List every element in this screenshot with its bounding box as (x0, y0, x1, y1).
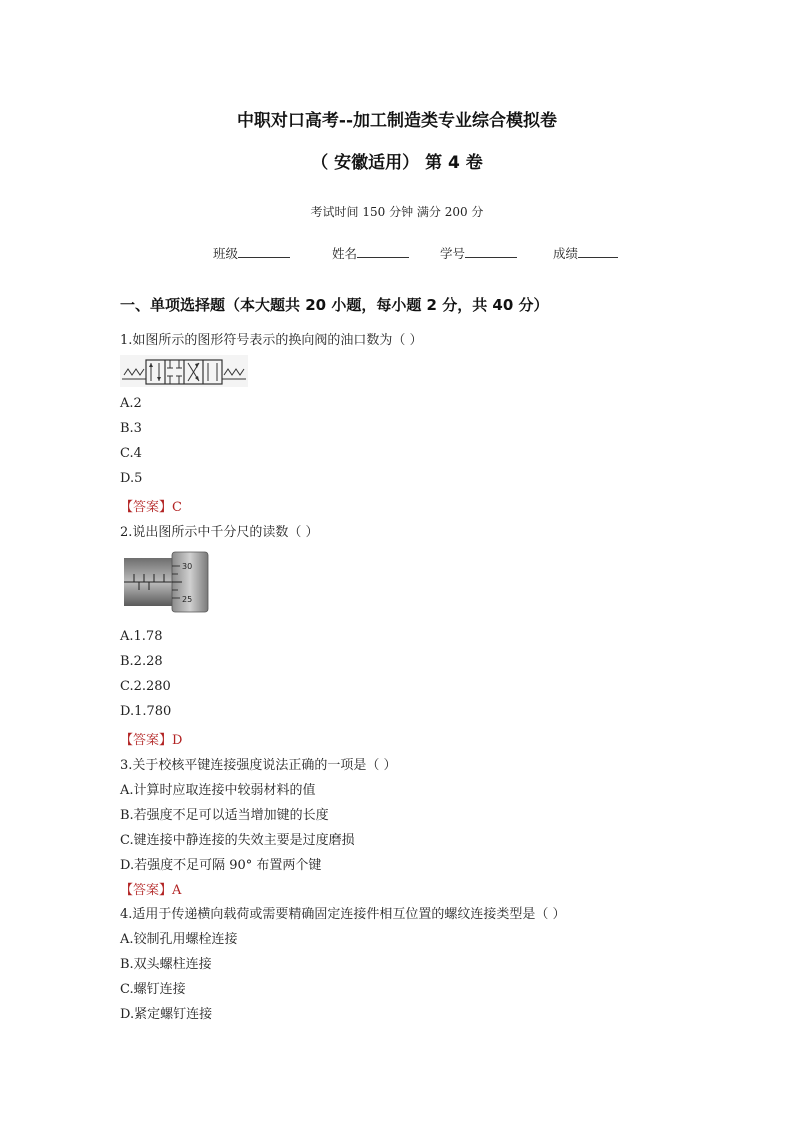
question-4-stem: 4.适用于传递横向载荷或需要精确固定连接件相互位置的螺纹连接类型是（ ） (120, 907, 566, 922)
class-blank[interactable] (238, 244, 290, 258)
paper-subtitle: （ 安徽适用） 第 4 卷 (311, 153, 483, 173)
question-4-option-b: B.双头螺柱连接 (120, 957, 212, 972)
id-blank[interactable] (465, 244, 517, 258)
class-field (213, 244, 290, 262)
question-1-stem: 1.如图所示的图形符号表示的换向阀的油口数为（ ） (120, 333, 423, 348)
thimble-tick-25: 25 (182, 595, 193, 604)
name-blank[interactable] (357, 244, 409, 258)
question-4-option-d: D.紧定螺钉连接 (120, 1007, 213, 1022)
answer-value: C (172, 500, 182, 515)
question-2-option-b: B.2.28 (120, 654, 163, 669)
section-title: 一、单项选择题（本大题共 20 小题，每小题 2 分，共 40 分） (120, 296, 549, 314)
name-field (332, 244, 409, 262)
question-2-option-d: D.1.780 (120, 704, 172, 719)
answer-value: D (172, 733, 183, 748)
question-3-option-a: A.计算时应取连接中较弱材料的值 (120, 783, 316, 798)
question-4-option-c: C.螺钉连接 (120, 982, 186, 997)
question-2-option-c: C.2.280 (120, 679, 171, 694)
answer-label: 【答案】 (120, 500, 173, 515)
directional-valve-symbol-figure (120, 355, 248, 387)
name-label: 姓名 (332, 246, 358, 261)
score-blank[interactable] (578, 244, 618, 258)
exam-meta: 考试时间 150 分钟 满分 200 分 (310, 205, 484, 219)
answer-label: 【答案】 (120, 883, 173, 898)
question-2-option-a: A.1.78 (120, 629, 163, 644)
question-3-option-b: B.若强度不足可以适当增加键的长度 (120, 808, 329, 823)
answer-label: 【答案】 (120, 733, 173, 748)
question-1-option-a: A.2 (120, 396, 142, 411)
question-4-option-a: A.铰制孔用螺栓连接 (120, 932, 238, 947)
question-3-option-c: C.键连接中静连接的失效主要是过度磨损 (120, 833, 355, 848)
question-2-answer (120, 729, 182, 748)
id-field (440, 244, 517, 262)
id-label: 学号 (440, 246, 466, 261)
paper-title: 中职对口高考--加工制造类专业综合模拟卷 (236, 111, 558, 131)
question-1-option-d: D.5 (120, 471, 143, 486)
score-field (553, 244, 618, 262)
question-1-answer (120, 496, 182, 515)
micrometer-reading-figure (120, 548, 212, 616)
question-2-stem: 2.说出图所示中千分尺的读数（ ） (120, 525, 319, 540)
score-label: 成绩 (553, 246, 579, 261)
question-3-option-d: D.若强度不足可隔 90° 布置两个键 (120, 858, 322, 873)
question-3-answer (120, 879, 181, 898)
answer-value: A (172, 883, 182, 898)
question-3-stem: 3.关于校核平键连接强度说法正确的一项是（ ） (120, 758, 397, 773)
thimble-tick-30: 30 (182, 562, 193, 571)
question-1-option-c: C.4 (120, 446, 142, 461)
class-label: 班级 (213, 246, 239, 261)
question-1-option-b: B.3 (120, 421, 142, 436)
